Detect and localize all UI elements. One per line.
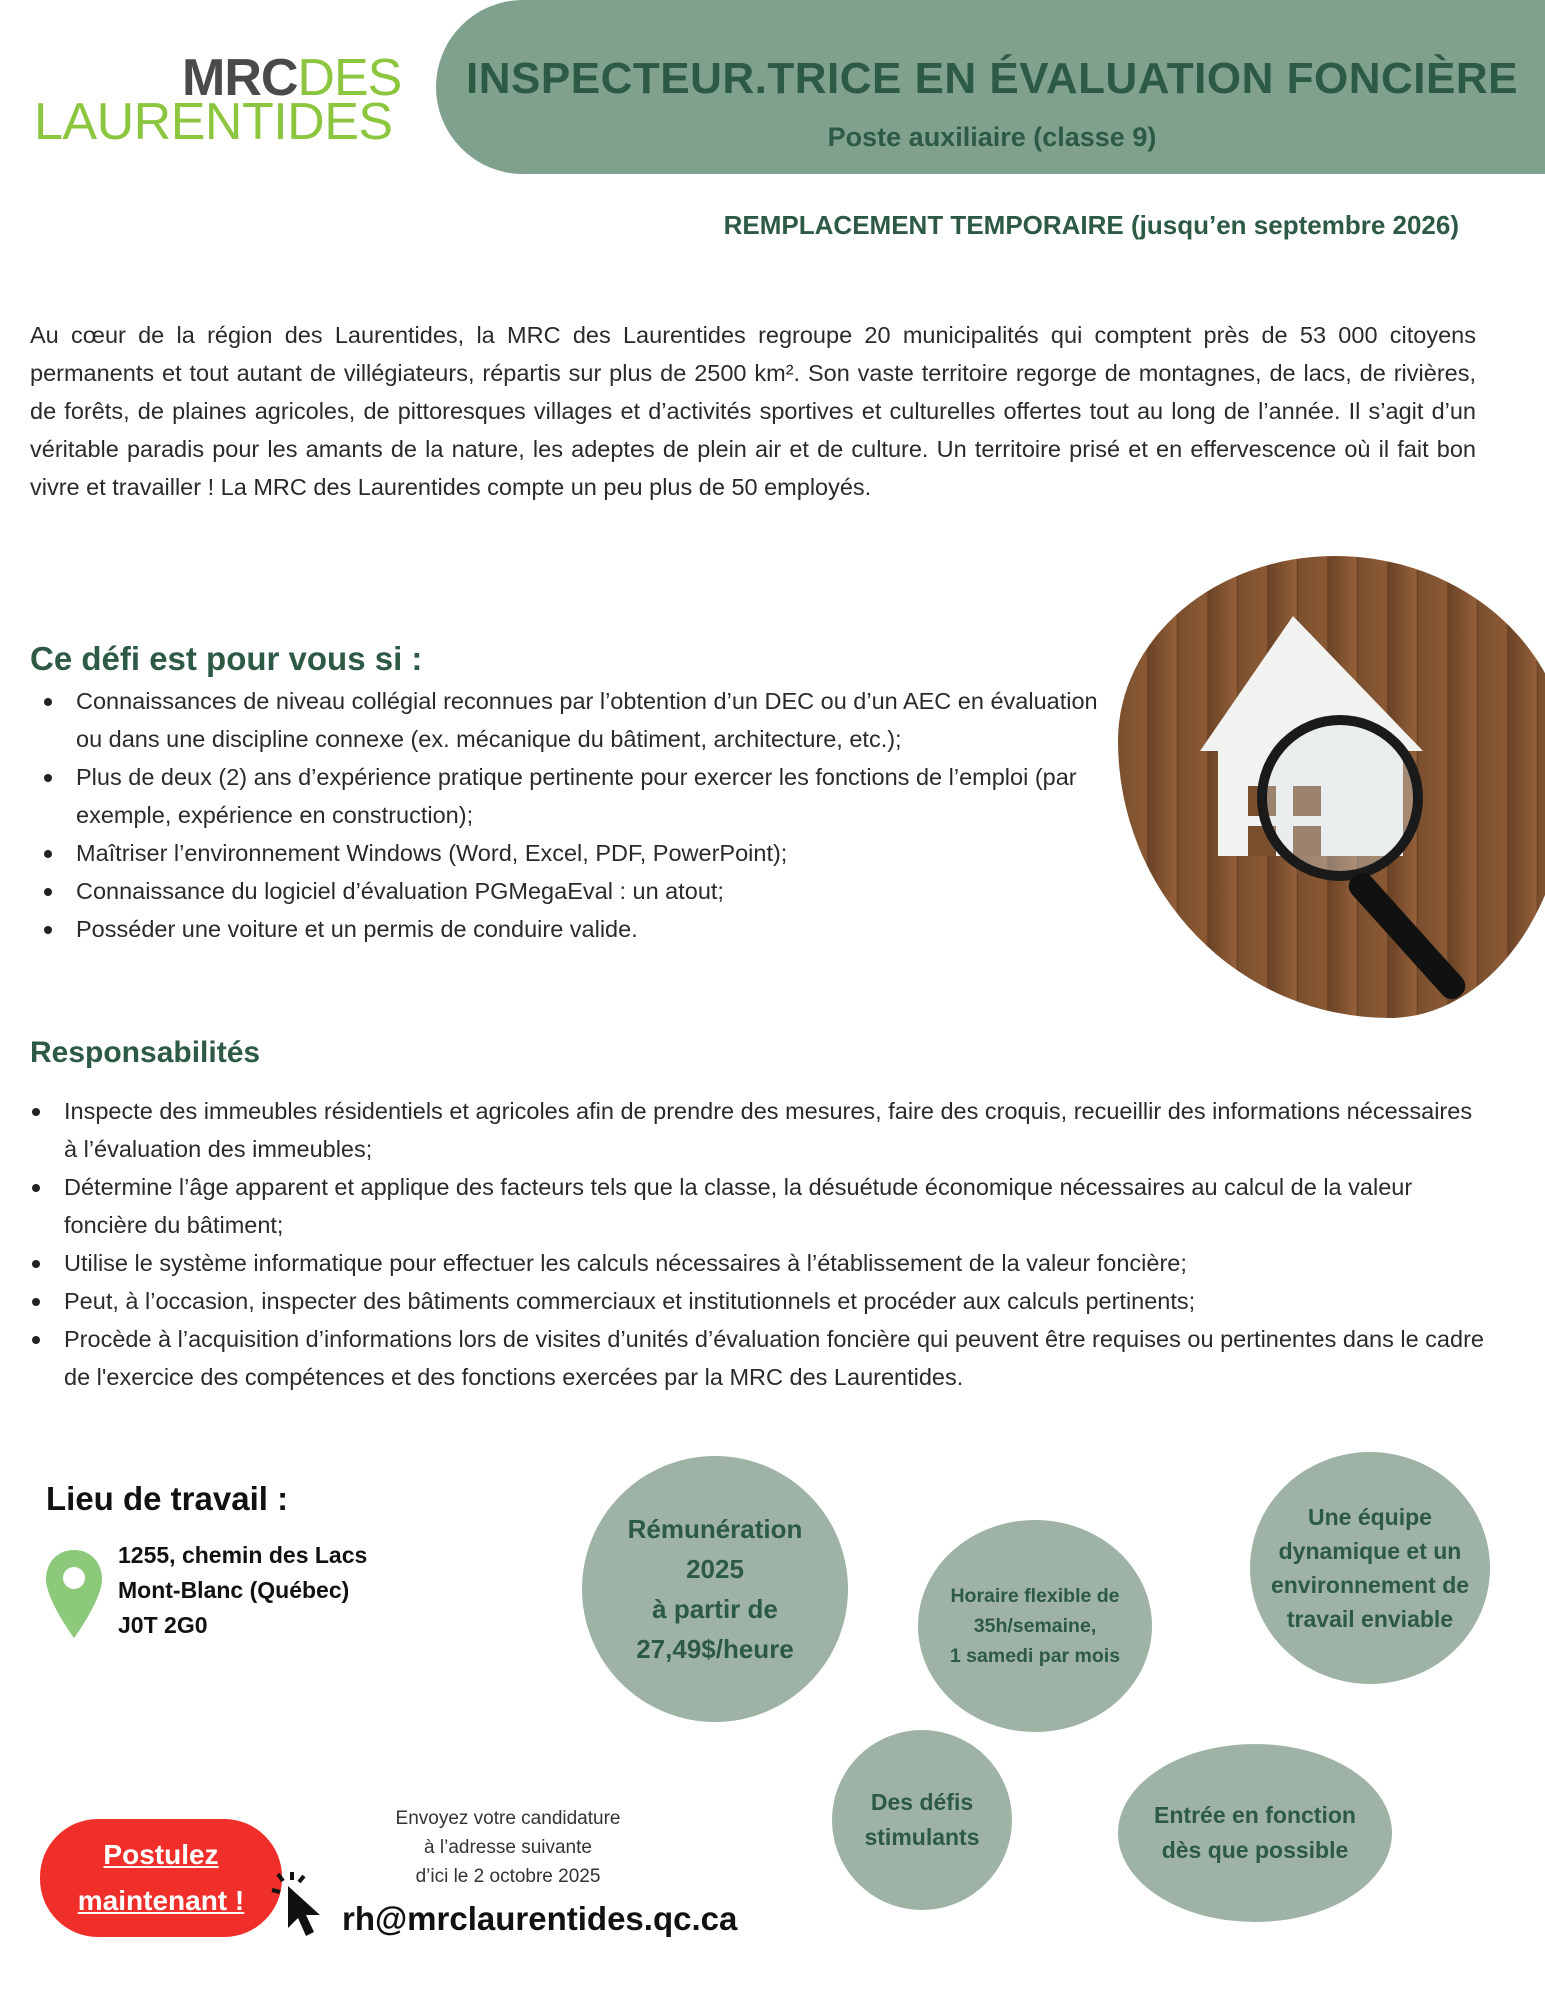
list-item: Maîtriser l’environnement Windows (Word, Excel, PDF, PowerPoint); (30, 834, 1110, 872)
salary-bubble (582, 1456, 848, 1722)
bubble-text: 2025 (686, 1554, 744, 1584)
bubble-text: Une équipe (1308, 1504, 1432, 1530)
list-item: Détermine l’âge apparent et applique des facteurs tels que la classe, la désuétude économique nécessaires au calcul de la valeur foncière du bâtiment; (18, 1168, 1488, 1244)
list-item: Procède à l’acquisition d’informations lors de visites d’unités d’évaluation foncière qui peuvent être requises ou pertinentes dans le cadre de l'exercice des compétences et des fonctions exercées par la MRC des Laurentides. (18, 1320, 1488, 1396)
schedule-bubble (918, 1520, 1152, 1732)
intro-paragraph: Au cœur de la région des Laurentides, la MRC des Laurentides regroupe 20 municipalités qui comptent près de 53 000 citoyens permanents et tout autant de villégiateurs, répartis sur plus de 2500 km². Son vaste territoire regorge de montagnes, de lacs, de rivières, de forêts, de plaines agricoles, de pittoresques villages et d’activités sportives et culturelles offertes tout au long de l’année. Il s’agit d’un véritable paradis pour les amants de la nature, les adeptes de plein air et de culture. Un territoire prisé et en effervescence où il fait bon vivre et travailler ! La MRC des Laurentides compte un peu plus de 50 employés. (30, 322, 1476, 500)
apply-button-label: Postulez (103, 1839, 219, 1870)
bubble-text: à partir de (652, 1594, 778, 1624)
send-text: Envoyez votre candidature (395, 1808, 621, 1829)
challenges-bubble (832, 1730, 1012, 1910)
replacement-notice: REMPLACEMENT TEMPORAIRE (jusqu’en septembre 2026) (723, 210, 1459, 240)
bubble-text: 27,49$/heure (636, 1634, 794, 1664)
responsibilities-heading: Responsabilités (30, 1036, 261, 1069)
list-item: Connaissances de niveau collégial reconnues par l’obtention d’un DEC ou d’un AEC en évaluation ou dans une discipline connexe (ex. mécanique du bâtiment, architecture, etc.); (30, 682, 1110, 758)
bubble-text: Horaire flexible de (950, 1585, 1120, 1607)
page-title: INSPECTEUR.TRICE EN ÉVALUATION FONCIÈRE (466, 54, 1518, 103)
defi-list (30, 682, 1110, 948)
bubble-text: 35h/semaine, (973, 1615, 1097, 1637)
send-text: à l’adresse suivante (424, 1837, 592, 1858)
email-link[interactable]: rh@mrclaurentides.qc.ca (342, 1900, 738, 1937)
house-illustration (1118, 556, 1545, 1018)
send-instructions (374, 1804, 642, 1891)
team-bubble (1250, 1452, 1490, 1684)
bubble-text: 1 samedi par mois (949, 1645, 1121, 1667)
logo-des: DES (297, 49, 402, 107)
list-item: Plus de deux (2) ans d’expérience pratique pertinente pour exercer les fonctions de l’emploi (par exemple, expérience en construction); (30, 758, 1110, 834)
page-subtitle: Poste auxiliaire (classe 9) (827, 122, 1157, 152)
location-pin-icon (44, 1548, 104, 1640)
bubble-text: Entrée en fonction (1154, 1802, 1356, 1828)
workplace-heading: Lieu de travail : (46, 1480, 289, 1517)
workplace-address (118, 1538, 367, 1643)
defi-heading: Ce défi est pour vous si : (30, 640, 423, 677)
bubble-text: travail enviable (1286, 1606, 1454, 1632)
start-date-bubble (1118, 1744, 1392, 1922)
address-line: J0T 2G0 (118, 1612, 208, 1638)
bubble-text: environnement de (1270, 1572, 1470, 1598)
list-item: Connaissance du logiciel d’évaluation PGMegaEval : un atout; (30, 872, 1110, 910)
click-cursor-icon (270, 1870, 336, 1940)
apply-button-label: maintenant ! (77, 1885, 245, 1916)
logo-mrc: MRC (182, 49, 298, 107)
apply-now-button[interactable] (40, 1819, 282, 1937)
house-magnifier-photo (1118, 556, 1545, 1018)
bubble-text: dynamique et un (1278, 1538, 1462, 1564)
responsibilities-list (18, 1092, 1488, 1396)
list-item: Utilise le système informatique pour effectuer les calculs nécessaires à l’établissement de la valeur foncière; (18, 1244, 1488, 1282)
send-text: d’ici le 2 octobre 2025 (415, 1866, 601, 1887)
bubble-text: Rémunération (627, 1514, 803, 1544)
list-item: Inspecte des immeubles résidentiels et agricoles afin de prendre des mesures, faire des croquis, recueillir des informations nécessaires à l’évaluation des immeubles; (18, 1092, 1488, 1168)
list-item: Peut, à l’occasion, inspecter des bâtiments commerciaux et institutionnels et procéder aux calculs pertinents; (18, 1282, 1488, 1320)
address-line: 1255, chemin des Lacs (118, 1542, 368, 1568)
bubble-text: dès que possible (1161, 1837, 1349, 1863)
list-item: Posséder une voiture et un permis de conduire valide. (30, 910, 1110, 948)
bubble-text: Des défis (870, 1789, 974, 1815)
address-line: Mont-Blanc (Québec) (118, 1577, 350, 1603)
mrc-logo (34, 49, 402, 151)
logo-laurentides: LAURENTIDES (34, 93, 393, 151)
bubble-text: stimulants (864, 1824, 980, 1850)
